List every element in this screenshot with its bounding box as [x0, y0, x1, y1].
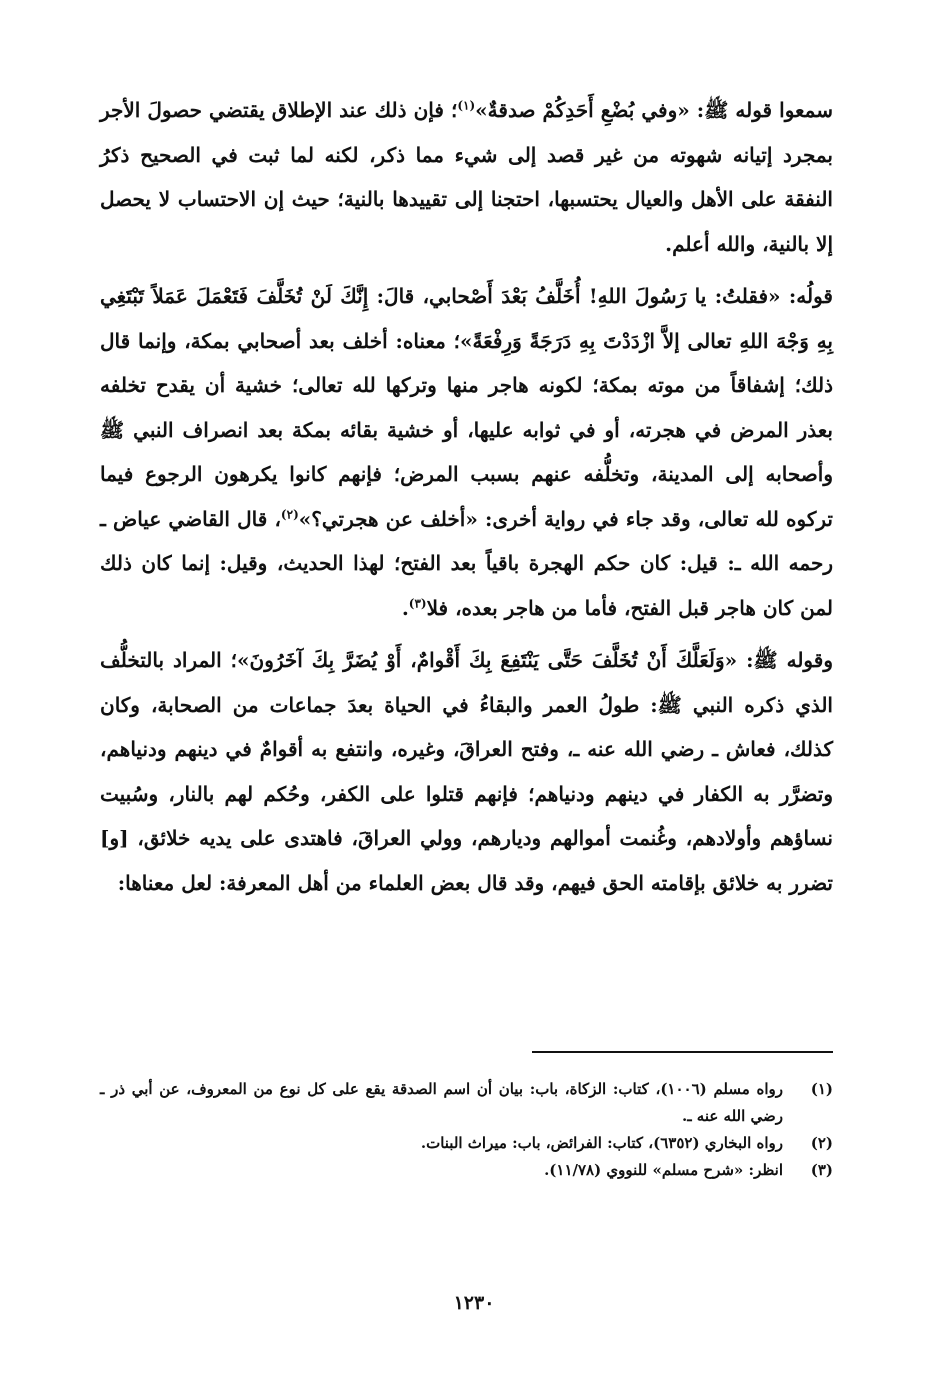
- footnote-divider: [532, 1051, 833, 1053]
- paragraph-3: [100, 638, 833, 905]
- footnote-text: انظر: «شرح مسلم» للنووي (١١/٧٨).: [544, 1161, 783, 1179]
- footnote-ref-3[interactable]: (٣): [408, 595, 427, 610]
- paragraph-3-text: وقوله ﷺ: «وَلَعَلَّكَ أَنْ تُخَلَّفَ حَتَّى يَنْتَفِعَ بِكَ أَقْوامٌ، أَوْ يُضَرَّ بِكَ آخَرُونَ»؛ المراد بالتخلُّف الذي ذكره النبي ﷺ: طولُ العمر والبقاءُ في الحياة بعدَ جماعات من الصحابة، وكان كذلك، فعاش ـ رضي الله عنه ـ، وفتح العراقَ، وغيره، وانتفع به أقوامٌ في دينهم ودنياهم، وتضرَّر به الكفار في دينهم ودنياهم؛ فإنهم قتلوا على الكفر، وحُكم لهم بالنار، وسُبيت نساؤهم وأولادهم، وغُنمت أموالهم وديارهم، وولي العراقَ، فاهتدى على يديه خلائق، [و] تضرر به خلائق بإقامته الحق فيهم، وقد قال بعض العلماء من أهل المعرفة: لعل معناها:: [100, 648, 833, 895]
- footnote-3: [100, 1157, 833, 1184]
- paragraph-1: [100, 88, 833, 266]
- paragraph-2-text-a: قولُه: «فقلتُ: يا رَسُولَ اللهِ! أُخَلَّفُ بَعْدَ أَصْحابي، قالَ: إِنَّكَ لَنْ تُخَلَّفَ فَتَعْمَلَ عَمَلاً تَبْتَغِي بِهِ وَجْهَ اللهِ تعالى إلاَّ ازْدَدْتَ بِهِ دَرَجَةً وَرِفْعَةً»؛ معناه: أخلف بعد أصحابي بمكة، وإنما قال ذلك؛ إشفاقاً من موته بمكة؛ لكونه هاجر منها وتركها لله تعالى؛ خشية أن يقدح تخلفه بعذر المرض في هجرته، أو في ثوابه عليها، أو خشية بقائه بمكة بعد انصراف النبي ﷺ وأصحابه إلى المدينة، وتخلُّفه عنهم بسبب المرض؛ فإنهم كانوا يكرهون الرجوع فيما تركوه لله تعالى، وقد جاء في رواية أخرى: «أخلف عن هجرتي؟»: [100, 284, 834, 531]
- footnote-text: رواه مسلم (١٠٠٦)، كتاب: الزكاة، باب: بيان أن اسم الصدقة يقع على كل نوع من المعروف، عن أبي ذر ـ رضي الله عنه ـ.: [100, 1080, 784, 1125]
- footnote-ref-2[interactable]: (٢): [280, 506, 299, 521]
- paragraph-2-text-c: .: [401, 595, 409, 620]
- paragraph-1-text-a: سمعوا قوله ﷺ: «وفي بُضْعِ أَحَدِكُمْ صدقةٌ»: [475, 98, 834, 122]
- page-number: ١٢٣٠: [453, 1292, 495, 1314]
- footnote-number: (٣): [810, 1161, 833, 1179]
- paragraph-2: [100, 274, 833, 630]
- paragraph-2-text-b: ، قال القاضي عياض ـ رحمه الله ـ: قيل: كان حكم الهجرة باقياً بعد الفتح؛ لهذا الحديث، وقيل: إنما كان ذلك لمن كان هاجر قبل الفتح، فأما من هاجر بعده، فلا: [100, 506, 833, 620]
- footnote-text: رواه البخاري (٦٣٥٢)، كتاب: الفرائض، باب: ميراث البنات.: [420, 1134, 783, 1152]
- footnotes: [100, 1076, 833, 1184]
- footnote-2: [100, 1130, 833, 1157]
- main-text: [100, 88, 833, 905]
- footnote-1: [100, 1076, 833, 1130]
- footnote-number: (٢): [810, 1134, 833, 1152]
- footnote-ref-1[interactable]: (١): [457, 98, 476, 113]
- paragraph-1-text-b: ؛ فإن ذلك عند الإطلاق يقتضي حصولَ الأجر بمجرد إتيانه شهوته من غير قصد إلى شيء مما ذكر، لكنه لما ثبت في الصحيح ذكرُ النفقة على الأهل والعيال يحتسبها، احتجنا إلى تقييدها بالنية؛ حيث إن الاحتساب لا يحصل إلا بالنية، والله أعلم.: [100, 98, 833, 256]
- footnote-number: (١): [810, 1080, 833, 1098]
